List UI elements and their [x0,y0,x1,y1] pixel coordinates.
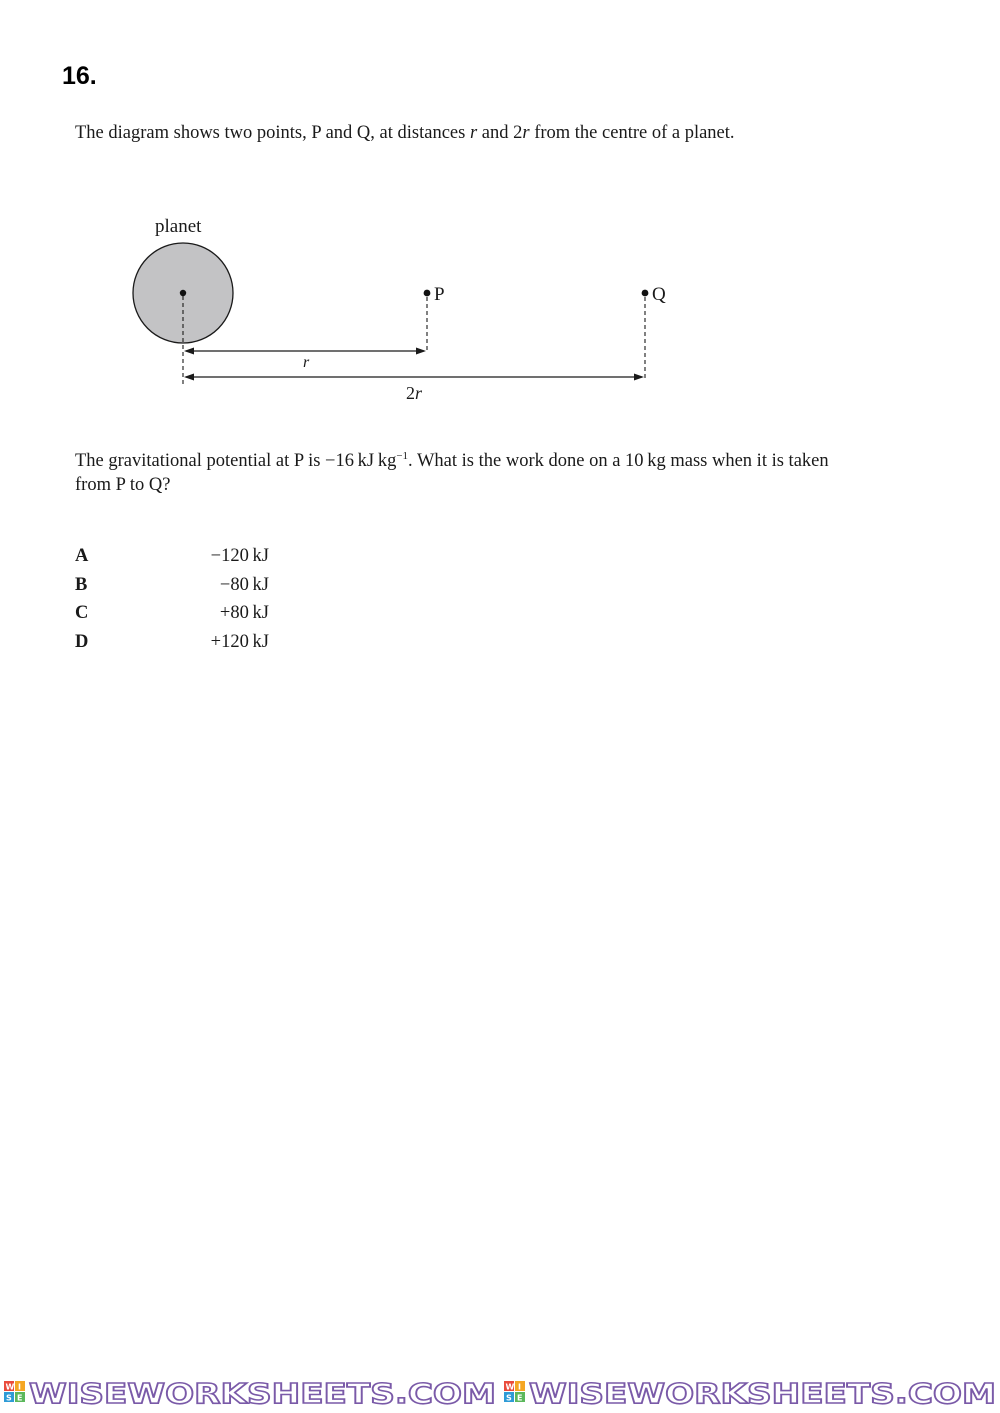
r-label: r [303,354,310,371]
option-label: D [75,631,89,652]
wise-logo-icon [504,1381,525,1403]
planet-label: planet [155,216,202,237]
svg-text:E: E [17,1393,23,1403]
option-d[interactable] [75,632,275,661]
2r-arrow [184,374,644,381]
brand-text: WISEWORKSHEETS.COM [529,1377,996,1410]
brand-text: WISEWORKSHEETS.COM [29,1377,496,1410]
option-value: +120 kJ [210,631,269,652]
option-b[interactable] [75,575,275,604]
svg-text:I: I [518,1382,521,1392]
option-value: −80 kJ [219,574,269,595]
answer-options [75,546,275,660]
option-label: B [75,574,88,595]
option-value: −120 kJ [210,546,269,566]
footer-branding [0,1370,1000,1413]
svg-text:W: W [505,1382,515,1392]
2r-label: 2r [406,383,423,403]
question-intro: The diagram shows two points, P and Q, at distances r and 2r from the centre of a planet. [75,123,735,143]
svg-text:I: I [18,1382,21,1392]
svg-text:E: E [517,1393,523,1403]
svg-text:W: W [5,1382,15,1392]
svg-text:S: S [506,1393,512,1403]
option-label: C [75,603,89,623]
question-number: 16. [62,62,97,90]
point-q-dot [642,290,649,297]
point-p-label: P [434,284,445,305]
wise-logo-icon [4,1381,25,1403]
planet-centre-dot [180,290,186,296]
point-q-label: Q [652,284,666,305]
option-a[interactable] [75,546,275,575]
point-p-dot [424,290,431,297]
option-c[interactable] [75,603,275,632]
svg-text:S: S [6,1393,12,1403]
option-label: A [75,546,89,566]
planet-diagram [0,190,1000,420]
option-value: +80 kJ [219,603,269,623]
question-body: The gravitational potential at P is −16 kJ $kg^{-1}$. What is the work done on a 10 kg mass when it is taken from P to Q? [75,450,829,496]
